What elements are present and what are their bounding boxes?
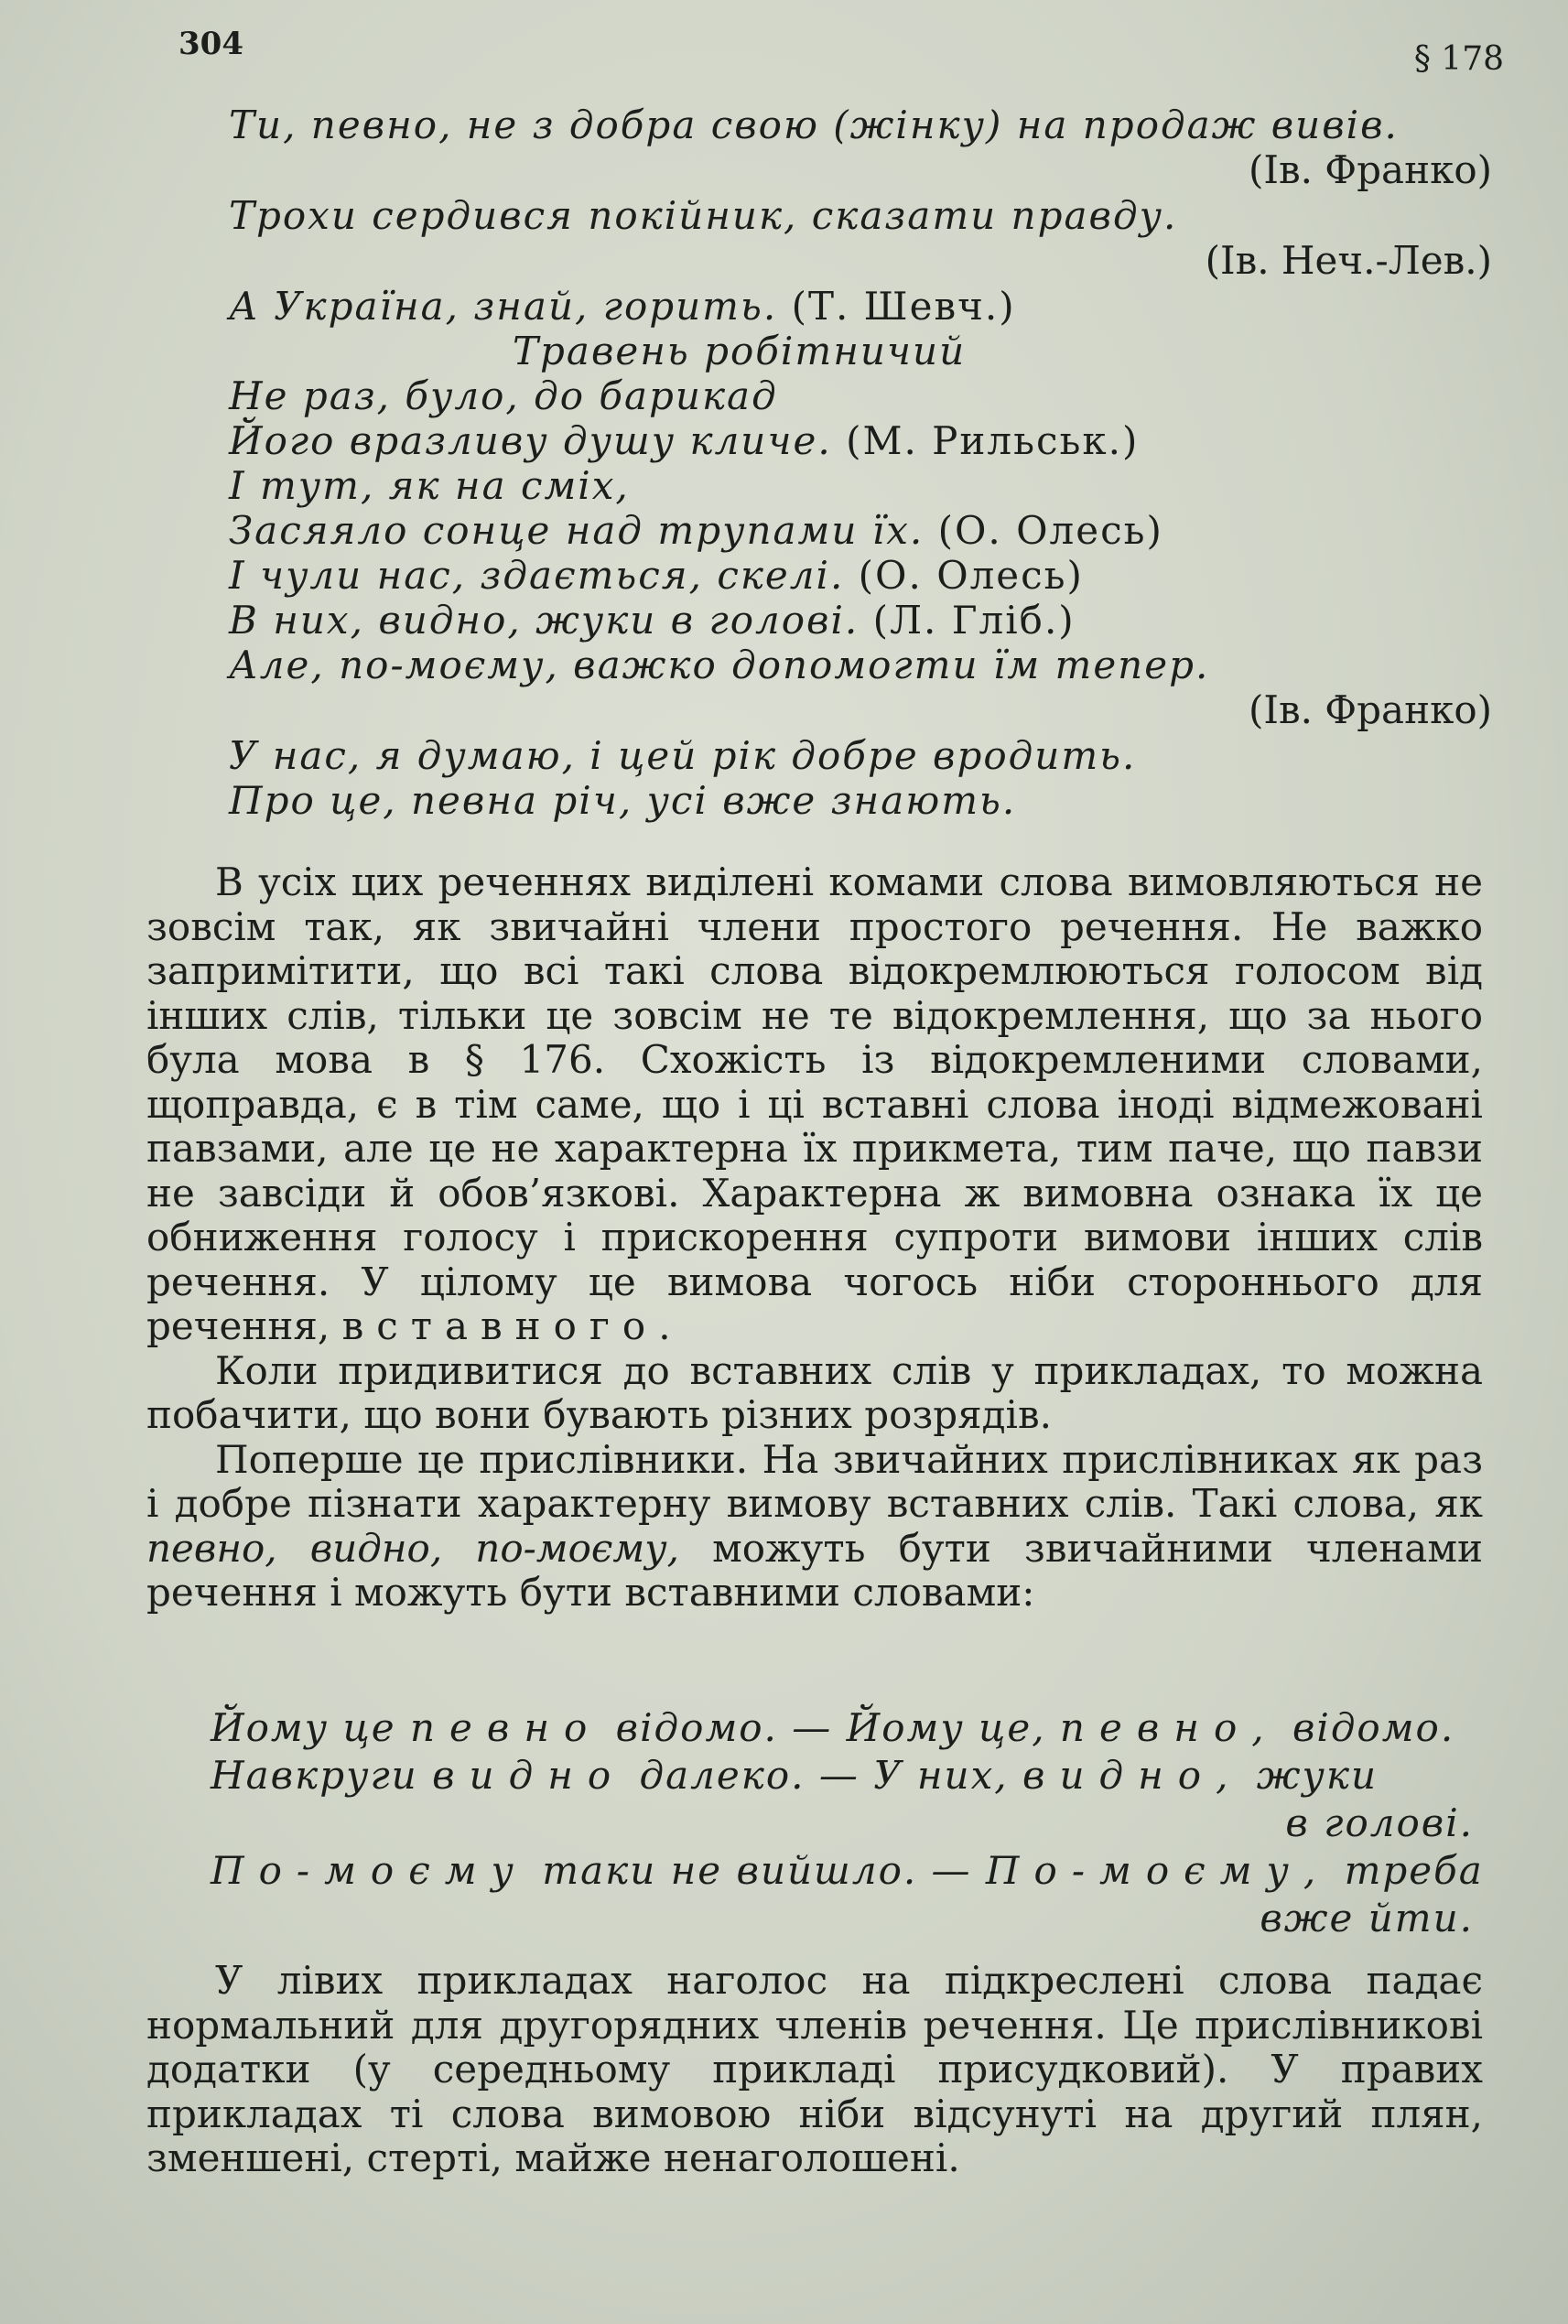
example-quotations: [229, 103, 1501, 823]
example-source: (Т. Шевч.): [791, 284, 1016, 329]
poem-title: Травень робітничий: [513, 329, 967, 373]
example-source: (О. Олесь): [937, 508, 1163, 553]
paragraph-2: Коли придивитися до вставних слів у прикладах, то можна побачити, що вони бувають різних розрядів.: [146, 1347, 1483, 1437]
example-source: (Ів. Неч.-Лев.): [1205, 238, 1492, 283]
spaced-term: вставного: [341, 1303, 659, 1348]
paragraph-3: Поперше це прислівники. На звичайних прислівниках як раз і добре пізнати характерну вимову вставних слів. Такі слова, як певно, видно, по-моєму, можуть бути звичайними членами речення і можуть бути вставними словами:: [146, 1436, 1483, 1615]
example-source: (Л. Гліб.): [872, 598, 1076, 643]
pair-line-continuation: в голові.: [1285, 1800, 1474, 1845]
example-source: (Ів. Франко): [1248, 687, 1492, 732]
pair-line: Йому це певно відомо. — Йому це, певно, відомо.: [211, 1705, 1455, 1750]
italic-terms: певно, видно, по-моєму,: [146, 1525, 679, 1571]
paragraph-4: У лівих прикладах наголос на підкреслені слова падає нормальний для другорядних членів речення. Це прислівникові додатки (у середньому прикладі присудковий). У правих прикладах ті слова вимовою ніби відсунуті на другий плян, зменшені, стерті, майже ненаголошені.: [146, 1958, 1483, 2180]
example-line: Але, по-моєму, важко допомогти їм тепер.: [229, 643, 1210, 687]
paragraph-1: В усіх цих реченнях виділені комами слова вимовляються не зовсім так, як звичайні члени простого речення. Не важко запримітити, що всі такі слова відокремлюються голосом від інших слів, тільки це зовсім не те відокремлення, що за нього була мова в § 176. Схожість із відокремленими словами, щоправда, є в тім саме, що і ці вставні слова іноді відмежовані павзами, але це не характерна їх прикмета, тим паче, що павзи не завсіди й обов’язкові. Характерна ж вимовна ознака їх це обниження голосу і прискорення супроти вимови інших слів речення. У цілому це вимова чогось ніби стороннього для речення, вставного.: [146, 859, 1483, 1348]
example-source: (М. Рильськ.): [846, 418, 1140, 463]
pair-line: По-моєму таки не вийшло. — По-моєму, треба: [211, 1848, 1484, 1893]
example-source: (Ів. Франко): [1248, 147, 1492, 192]
example-line: Про це, певна річ, усі вже знають.: [229, 778, 1017, 823]
example-line: Ти, певно, не з добра свою (жінку) на продаж вивів.: [229, 103, 1399, 147]
example-line: Його вразливу душу кличе. (М. Рильськ.): [229, 418, 1140, 463]
example-line: Засяяло сонце над трупами їх. (О. Олесь): [229, 508, 1163, 553]
example-line: Не раз, було, до барикад: [229, 373, 778, 418]
example-line: І чули нас, здається, скелі. (О. Олесь): [229, 553, 1084, 598]
section-number: § 178: [1413, 40, 1504, 78]
example-line: В них, видно, жуки в голові. (Л. Гліб.): [229, 598, 1076, 643]
page-number: 304: [178, 26, 243, 62]
example-line: А Україна, знай, горить. (Т. Шевч.): [229, 284, 1016, 329]
pair-line-continuation: вже йти.: [1260, 1896, 1474, 1940]
example-line: У нас, я думаю, і цей рік добре вродить.: [229, 733, 1137, 778]
body-text: [146, 860, 1483, 1616]
example-line: Трохи сердився покійник, сказати правду.: [229, 193, 1178, 238]
final-text: [146, 1959, 1483, 2181]
page-header: [178, 26, 1504, 78]
example-source: (О. Олесь): [858, 553, 1084, 598]
pair-line: Навкруги видно далеко. — У них, видно, жуки: [211, 1753, 1379, 1798]
example-line: І тут, як на сміх,: [229, 463, 630, 508]
example-pairs: [211, 1704, 1484, 1942]
